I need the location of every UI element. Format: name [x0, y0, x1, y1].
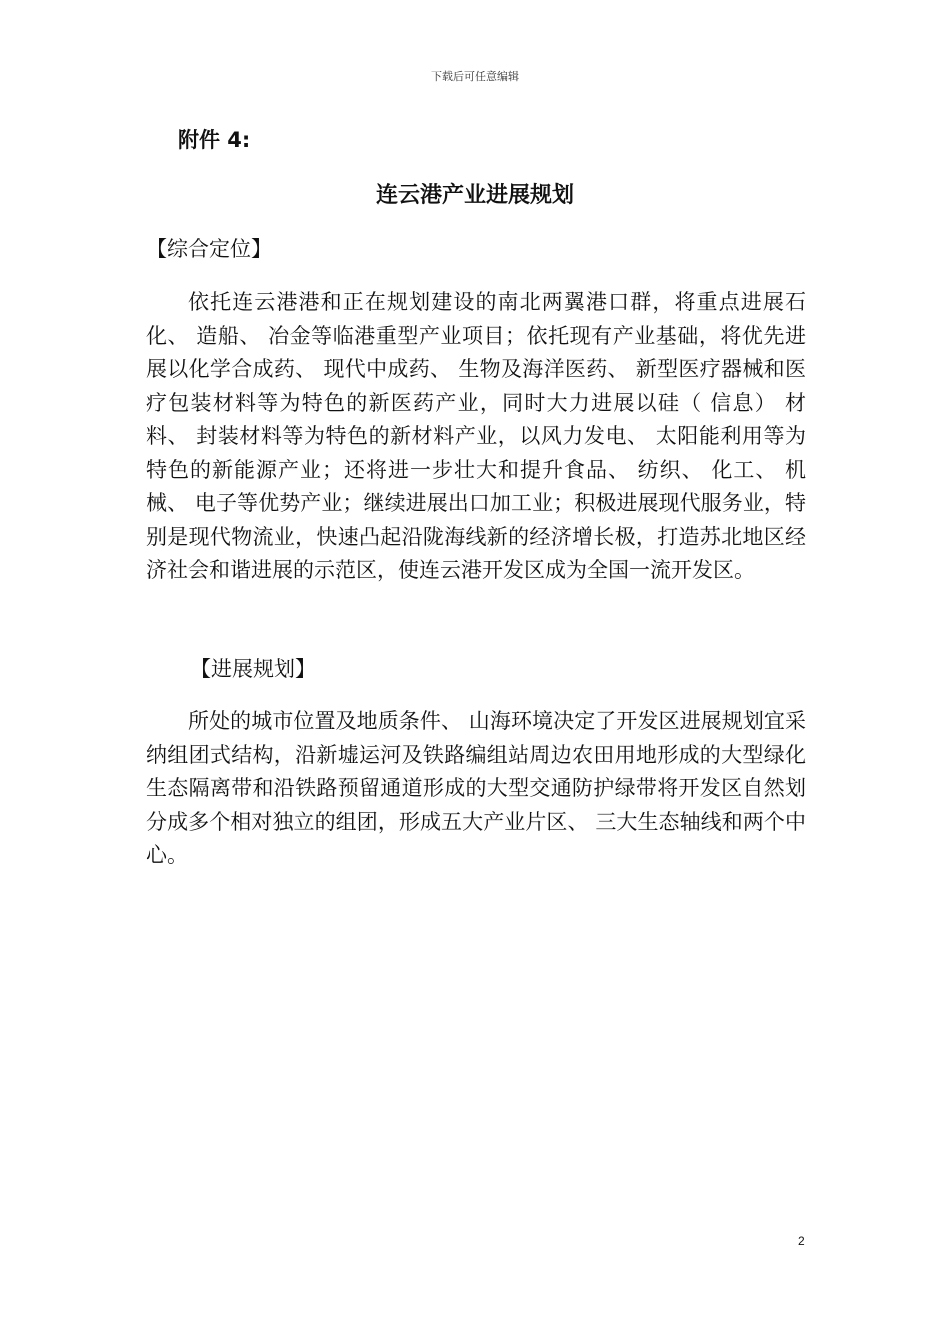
page-title: 连云港产业进展规划	[375, 183, 574, 208]
page-number: 2	[798, 1234, 805, 1248]
paragraph-positioning: 依托连云港港和正在规划建设的南北两翼港口群，将重点进展石化、 造船、 冶金等临港重型产业项目；依托现有产业基础，将优先进展以化学合成药、 现代中成药、 生物及海洋医药、 新型医疗器械和医疗包装材料等为特色的新医药产业，同时大力进展以硅（ 信息） 材料、 封装材料等为特色的新材料产业，以风力发电、 太阳能利用等为特色的新能源产业；还将进一步壮大和提升食品、 纺织、 化工、 机械、 电子等优势产业；继续进展出口加工业；积极进展现代服务业，特别是现代物流业，快速凸起沿陇海线新的经济增长极，打造苏北地区经济社会和谐进展的示范区，使连云港开发区成为全国一流开发区。	[146, 290, 806, 582]
header-note: 下载后可任意编辑	[431, 70, 519, 83]
paragraph-planning: 所处的城市位置及地质条件、 山海环境决定了开发区进展规划宜采纳组团式结构，沿新墟运河及铁路编组站周边农田用地形成的大型绿化生态隔离带和沿铁路预留通道形成的大型交通防护绿带将开发区自然划分成多个相对独立的组团，形成五大产业片区、 三大生态轴线和两个中心。	[146, 709, 806, 867]
section-heading-positioning: 【综合定位】	[146, 237, 272, 261]
section-heading-planning: 【进展规划】	[190, 657, 316, 681]
attachment-label: 附件 4:	[178, 128, 251, 152]
